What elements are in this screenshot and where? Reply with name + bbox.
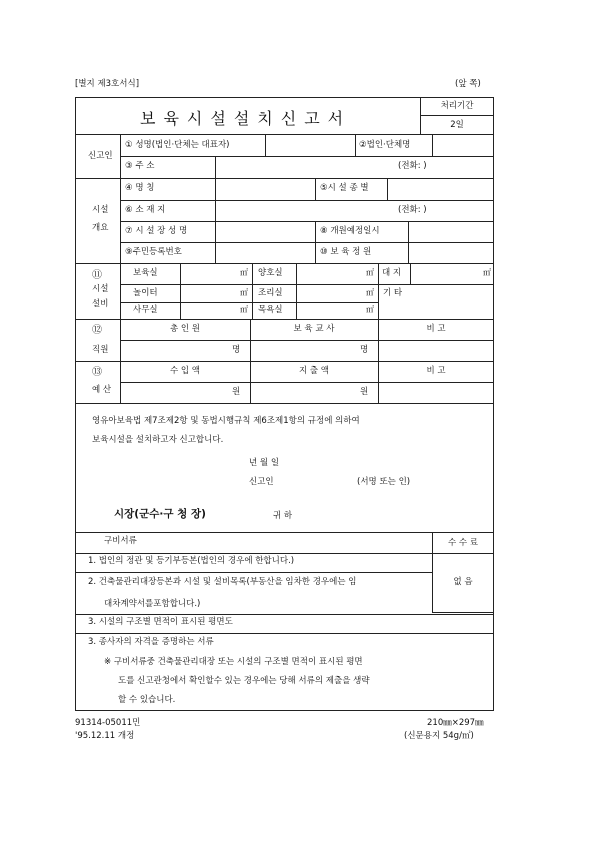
fee-label: 수 수 료 bbox=[447, 538, 479, 548]
staff-teacher-header: 보 육 교 사 bbox=[293, 324, 335, 334]
document-4: 3. 종사자의 자격을 증명하는 서류 bbox=[88, 637, 214, 647]
addr-label: ③ 주 소 bbox=[125, 161, 155, 171]
room-nursery: 보육실 bbox=[133, 268, 158, 278]
staff-note-header: 비 고 bbox=[426, 324, 446, 334]
unit-1: ㎡ bbox=[240, 268, 248, 277]
facility-open-label: ⑧ 개원예정일시 bbox=[320, 226, 380, 236]
form-title: 보육시설설치신고서 bbox=[140, 109, 352, 128]
unit-2: ㎡ bbox=[366, 268, 374, 277]
unit-5: ㎡ bbox=[366, 288, 374, 297]
budget-unit-1: 원 bbox=[232, 387, 241, 397]
equipment-mark: ⑪ bbox=[92, 270, 102, 281]
budget-income-header: 수 입 액 bbox=[169, 366, 201, 376]
unit-3: ㎡ bbox=[483, 268, 491, 277]
budget-section: 예 산 bbox=[92, 385, 112, 395]
fee-value: 없 음 bbox=[453, 577, 473, 587]
document-2b: 대차계약서를포함합니다.) bbox=[104, 599, 201, 609]
applicant-section: 신고인 bbox=[88, 151, 113, 161]
staff-unit-2: 명 bbox=[360, 345, 369, 355]
facility-section-1: 시설 bbox=[92, 205, 109, 215]
facility-loc-label: ⑥ 소 재 지 bbox=[125, 205, 166, 215]
processing-value: 2일 bbox=[450, 120, 464, 130]
signature-note: (서명 또는 인) bbox=[357, 477, 411, 487]
equipment-section-2: 설비 bbox=[92, 299, 109, 309]
document-3: 3. 시설의 구조별 면적이 표시된 평면도 bbox=[88, 617, 233, 627]
note-line-2: 도를 신고관청에서 확인할수 있는 경우에는 당해 서류의 제출을 생략 bbox=[118, 676, 370, 686]
room-other: 기 타 bbox=[383, 288, 403, 298]
revision-date: '95.12.11 개정 bbox=[75, 731, 135, 741]
statement-line-1: 영유아보육법 제7조제2항 및 동법시행규칙 제6조제1항의 규정에 의하여 bbox=[92, 416, 360, 426]
unit-6: ㎡ bbox=[240, 305, 248, 314]
statement-date: 년 월 일 bbox=[249, 458, 280, 468]
facility-section-2: 개요 bbox=[92, 223, 109, 233]
unit-7: ㎡ bbox=[366, 305, 374, 314]
room-bath: 목욕실 bbox=[258, 305, 283, 315]
facility-kind-label: ⑤시 설 종 별 bbox=[320, 183, 369, 193]
form-code: 91314-05011민 bbox=[75, 718, 141, 728]
name-label: ① 성명(법인·단체는 대표자) bbox=[125, 140, 230, 150]
note-line-3: 할 수 있습니다. bbox=[118, 695, 176, 705]
room-kitchen: 조리실 bbox=[258, 288, 283, 298]
facility-head-label: ⑦ 시 설 장 성 명 bbox=[125, 226, 188, 236]
facility-reg-label: ⑨주민등록번호 bbox=[125, 247, 182, 257]
staff-unit-1: 명 bbox=[232, 345, 241, 355]
budget-note-header: 비 고 bbox=[426, 366, 446, 376]
budget-unit-2: 원 bbox=[360, 387, 369, 397]
document-2a: 2. 건축물관리대장등본과 시설 및 설비목록(부동산을 임차한 경우에는 임 bbox=[88, 577, 357, 587]
paper-size: 210㎜×297㎜ bbox=[427, 718, 484, 728]
room-office: 사무실 bbox=[133, 305, 158, 315]
unit-4: ㎡ bbox=[240, 288, 248, 297]
paper-type: (신문용지 54g/㎡) bbox=[404, 731, 474, 741]
documents-header: 구비서류 bbox=[104, 536, 137, 546]
addressee: 시장(군수·구 청 장) bbox=[114, 508, 206, 520]
staff-section: 직원 bbox=[92, 345, 109, 355]
statement-line-2: 보육시설을 설치하고자 신고합니다. bbox=[92, 435, 224, 445]
form-number: [별지 제3호서식] bbox=[75, 79, 140, 89]
processing-label: 처리기간 bbox=[440, 101, 474, 111]
staff-mark: ⑫ bbox=[92, 325, 102, 336]
budget-mark: ⑬ bbox=[92, 367, 102, 378]
room-land: 대 지 bbox=[382, 268, 402, 278]
page-side: (앞 쪽) bbox=[455, 79, 481, 89]
equipment-section-1: 시설 bbox=[92, 284, 109, 294]
room-playground: 놀이터 bbox=[133, 288, 158, 298]
staff-total-header: 총 인 원 bbox=[169, 324, 201, 334]
note-line-1: ※ 구비서류중 건축물관리대장 또는 시설의 구조별 면적이 표시된 평면 bbox=[104, 657, 363, 667]
applicant-phone: (전화: ) bbox=[398, 161, 427, 171]
addressee-honorific: 귀 하 bbox=[273, 511, 293, 521]
document-1: 1. 법인의 정관 및 등기부등본(법인의 경우에 한합니다.) bbox=[88, 556, 295, 566]
facility-phone: (전화: ) bbox=[398, 205, 427, 215]
room-infirmary: 양호실 bbox=[258, 268, 283, 278]
facility-capacity-label: ⑩ 보 육 정 원 bbox=[320, 247, 372, 257]
corp-label: ②법인·단체명 bbox=[359, 140, 411, 150]
budget-expense-header: 지 출 액 bbox=[298, 366, 330, 376]
signer-label: 신고인 bbox=[249, 477, 274, 487]
facility-name-label: ④ 명 칭 bbox=[125, 183, 155, 193]
